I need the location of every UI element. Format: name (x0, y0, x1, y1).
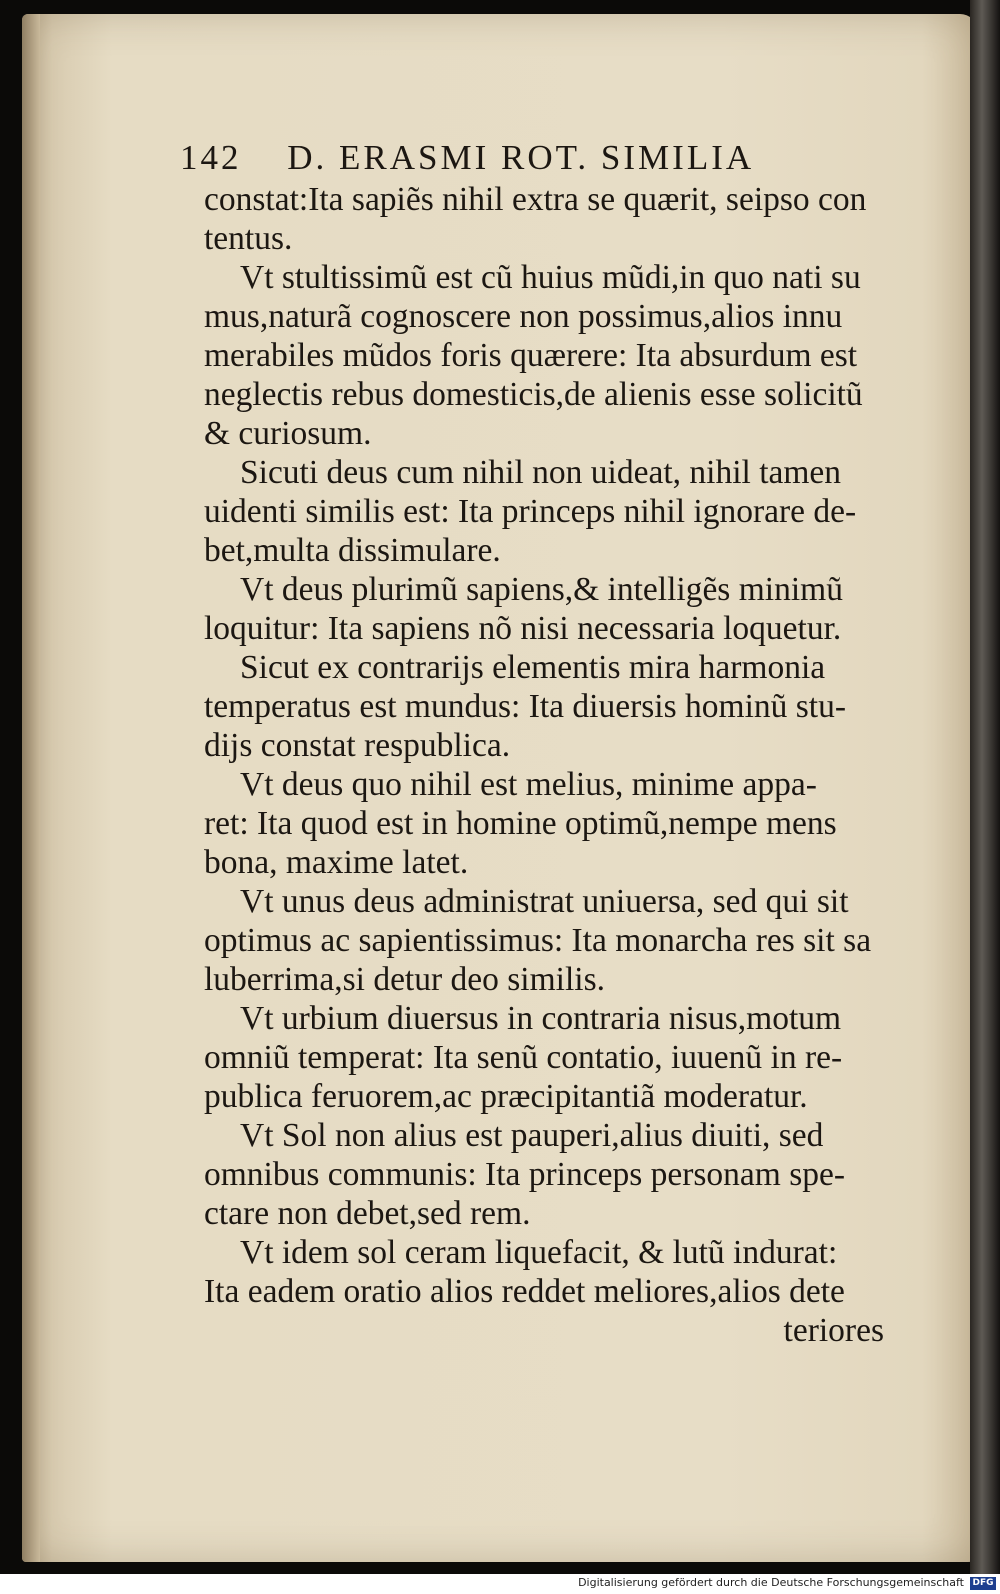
text-line: constat:Ita sapiẽs nihil extra se quærit, seipso con (204, 181, 867, 218)
text-line: mus,naturã cognoscere non possimus,alios innu (204, 298, 843, 335)
text-line: neglectis rebus domesticis,de alienis esse solicitũ (204, 376, 863, 413)
text-line: omniũ temperat: Ita senũ contatio, iuuenũ in re- (204, 1039, 843, 1076)
text-line: publica feruorem,ac præcipitantiã moderatur. (204, 1078, 808, 1115)
text-line: luberrima,si detur deo similis. (204, 961, 606, 998)
running-head (180, 138, 880, 178)
text-line: ctare non debet,sed rem. (204, 1195, 531, 1232)
dfg-logo-icon: DFG (970, 1577, 996, 1590)
catchword: teriores (783, 1312, 884, 1349)
body-text (204, 180, 894, 1350)
text-line: Vt urbium diuersus in contraria nisus,motum (240, 1000, 842, 1037)
text-line: Ita eadem oratio alios reddet meliores,alios dete (204, 1273, 845, 1310)
text-line: bet,multa dissimulare. (204, 532, 501, 569)
text-line: Vt unus deus administrat uniuersa, sed qui sit (240, 883, 849, 920)
text-line: temperatus est mundus: Ita diuersis hominũ stu- (204, 688, 846, 725)
text-line: loquitur: Ita sapiens nõ nisi necessaria loquetur. (204, 610, 842, 647)
text-line: Vt idem sol ceram liquefacit, & lutũ indurat: (240, 1234, 838, 1271)
text-line: Vt stultissimũ est cũ huius mũdi,in quo nati su (240, 259, 861, 296)
page-number: 142 (180, 138, 242, 177)
text-line: uidenti similis est: Ita princeps nihil ignorare de- (204, 493, 857, 530)
digitization-footer (0, 1574, 1000, 1594)
text-line: optimus ac sapientissimus: Ita monarcha res sit sa (204, 922, 872, 959)
text-line: omnibus communis: Ita princeps personam spe- (204, 1156, 846, 1193)
text-line: Vt Sol non alius est pauperi,alius diuiti, sed (240, 1117, 824, 1154)
text-line: dijs constat respublica. (204, 727, 511, 764)
funding-credit: Digitalisierung gefördert durch die Deutsche Forschungsgemeinschaft (578, 1576, 964, 1589)
page-edge (22, 14, 40, 1562)
text-line: Sicut ex contrarijs elementis mira harmonia (240, 649, 826, 686)
text-line: tentus. (204, 220, 293, 257)
running-title: D. ERASMI ROT. SIMILIA (287, 138, 755, 177)
text-line: merabiles mũdos foris quærere: Ita absurdum est (204, 337, 858, 374)
text-line: Vt deus plurimũ sapiens,& intelligẽs minimũ (240, 571, 843, 608)
text-line: Sicuti deus cum nihil non uideat, nihil tamen (240, 454, 842, 491)
text-line: & curiosum. (204, 415, 372, 452)
text-line: bona, maxime latet. (204, 844, 469, 881)
book-spine (970, 0, 1000, 1594)
text-line: ret: Ita quod est in homine optimũ,nempe mens (204, 805, 837, 842)
text-line: Vt deus quo nihil est melius, minime appa- (240, 766, 817, 803)
